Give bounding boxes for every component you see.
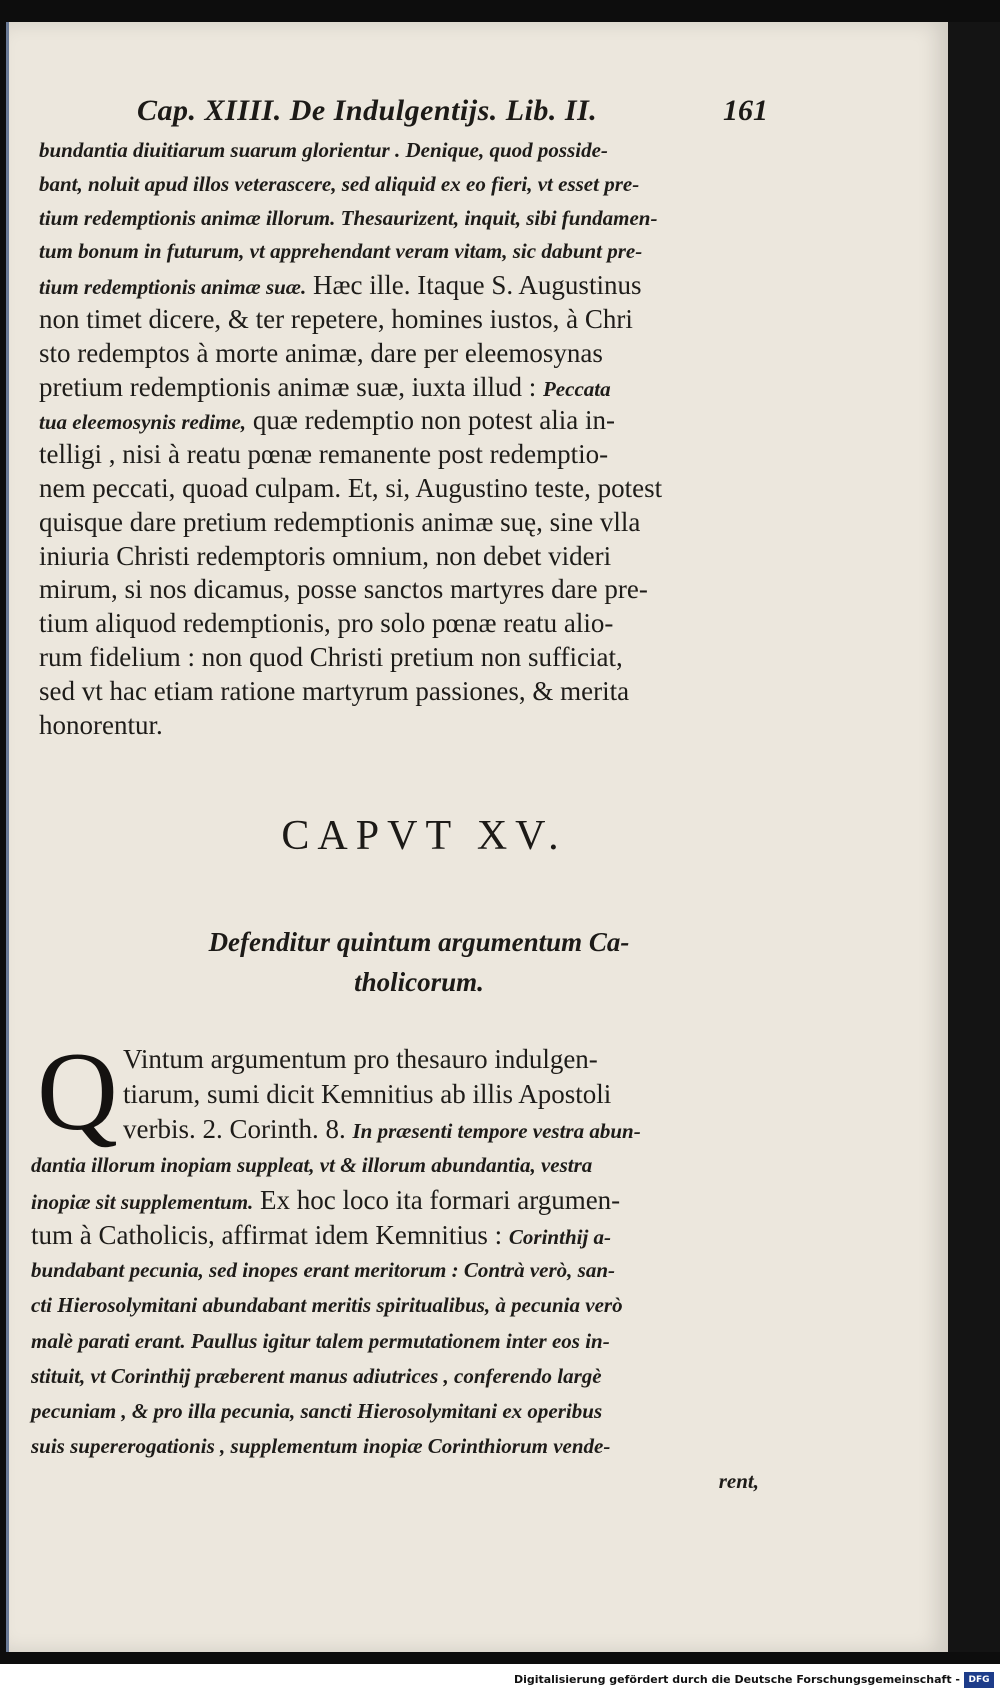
scan-edge (948, 22, 1000, 1652)
digitization-footer (0, 1664, 1000, 1697)
italic-text-run: pecuniam , & pro illa pecunia, sancti Hierosolymitani ex operibus (31, 1398, 603, 1423)
chapter-subtitle-line: tholicorum. (354, 967, 484, 997)
roman-text-run: tum à Catholicis, affirmat idem Kemnitius : (31, 1219, 509, 1250)
italic-text-run: Peccata (542, 376, 611, 401)
italic-text-run: bundabant pecunia, sed inopes erant meritorum : Contrà verò, san- (31, 1258, 615, 1283)
text-line (31, 1218, 771, 1253)
text-line (31, 1183, 771, 1218)
roman-text-run: iniuria Christi redemptoris omnium, non debet videri (39, 540, 612, 571)
roman-text-run: non timet dicere, & ter repetere, homines iustos, à Chri (39, 303, 633, 334)
text-line (39, 303, 769, 337)
roman-text-run: mirum, si nos dicamus, posse sanctos martyres dare pre- (39, 574, 648, 605)
text-line (31, 1394, 771, 1429)
text-line (39, 134, 769, 168)
text-line (39, 438, 769, 472)
italic-text-run: dantia illorum inopiam suppleat, vt & illorum abundantia, vestra (31, 1152, 593, 1177)
roman-text-run: honorentur. (39, 709, 163, 740)
italic-text-run: tua eleemosynis redime, (39, 410, 247, 435)
text-line (31, 1077, 771, 1112)
roman-text-run: sed vt hac etiam ratione martyrum passiones, & merita (39, 675, 630, 706)
text-line (31, 1253, 771, 1288)
roman-text-run: pretium redemptionis animæ suæ, iuxta illud : (39, 371, 543, 402)
text-line (31, 1288, 771, 1323)
roman-text-run: sto redemptos à morte animæ, dare per eleemosynas (39, 337, 603, 368)
text-line (39, 506, 769, 540)
text-line (39, 540, 769, 574)
roman-text-run: tiarum, sumi dicit Kemnitius ab illis Apostoli (123, 1079, 612, 1110)
roman-text-run: telligi , nisi à reatu pœnæ remanente post redemptio- (39, 439, 609, 470)
italic-text-run: tum bonum in futurum, vt apprehendant veram vitam, sic dabunt pre- (39, 239, 643, 264)
chapter-subtitle-line: Defenditur quintum argumentum Ca- (208, 927, 630, 957)
roman-text-run: Vintum argumentum pro thesauro indulgen- (123, 1044, 598, 1074)
running-head: Cap. XIIII. De Indulgentijs. Lib. II. (137, 94, 598, 127)
italic-text-run: malè parati erant. Paullus igitur talem permutationem inter eos in- (31, 1328, 610, 1353)
text-line (39, 472, 769, 506)
italic-text-run: inopiæ sit supplementum. (31, 1189, 254, 1214)
drop-cap-initial: Q (37, 1030, 118, 1154)
roman-text-run: verbis. 2. Corinth. 8. (123, 1114, 353, 1145)
text-line (39, 675, 769, 709)
italic-text-run: rent, (718, 1469, 759, 1494)
page-number: 161 (723, 94, 768, 127)
text-line (39, 404, 769, 438)
text-line (39, 168, 769, 202)
italic-text-run: Corinthij a- (508, 1224, 612, 1249)
roman-text-run: quisque dare pretium redemptionis animæ suę, sine vlla (39, 506, 641, 537)
text-line (39, 641, 769, 675)
italic-text-run: In præsenti tempore vestra abun- (352, 1119, 641, 1144)
italic-text-run: bundantia diuitiarum suarum glorientur . Denique, quod possidе- (39, 138, 608, 162)
text-line (39, 371, 769, 405)
italic-text-run: tium redemptionis animæ illorum. Thesaurizent, inquit, sibi fundamen- (39, 205, 658, 230)
roman-text-run: Hæc ille. Itaque S. Augustinus (306, 270, 642, 301)
italic-text-run: stituit, vt Corinthij præberent manus adiutrices , conferendo largè (31, 1363, 602, 1388)
text-line (31, 1359, 771, 1394)
chapter-subtitle (159, 922, 679, 1002)
dfg-logo: DFG (964, 1672, 994, 1688)
text-line (39, 607, 769, 641)
footer-credit: Digitalisierung gefördert durch die Deutsche Forschungsgemeinschaft - (513, 1673, 960, 1686)
roman-text-run: quæ redemptio non potest alia in- (246, 405, 615, 436)
roman-text-run: nem peccati, quoad culpam. Et, si, Augustino teste, potest (39, 472, 663, 503)
text-line (31, 1148, 771, 1183)
text-line (39, 337, 769, 371)
text-block-chapter-xv (31, 1030, 771, 1499)
text-line (31, 1464, 771, 1499)
text-line (39, 235, 769, 269)
text-line (39, 269, 769, 303)
text-line (39, 202, 769, 236)
chapter-heading: CAPVT XV. (281, 813, 567, 859)
text-line (31, 1042, 771, 1077)
roman-text-run: Ex hoc loco ita formari argumen- (253, 1184, 621, 1215)
text-line (31, 1112, 771, 1147)
text-line (31, 1324, 771, 1359)
italic-text-run: tium redemptionis animæ suæ. (39, 275, 307, 300)
text-line (31, 1429, 771, 1464)
roman-text-run: tium aliquod redemptionis, pro solo pœnæ reatu alio- (39, 608, 614, 639)
text-block-continuation (39, 134, 769, 742)
book-page (6, 22, 949, 1652)
italic-text-run: cti Hierosolymitani abundabant meritis spiritualibus, à pecunia verò (31, 1293, 623, 1318)
text-line (39, 709, 769, 743)
text-line (39, 573, 769, 607)
roman-text-run: rum fidelium : non quod Christi pretium non sufficiat, (39, 641, 623, 672)
italic-text-run: suis supererogationis , supplementum inopiæ Corinthiorum vende- (31, 1434, 611, 1459)
italic-text-run: bant, noluit apud illos veterascere, sed aliquid ex eo fieri, vt esset pre- (39, 171, 640, 196)
